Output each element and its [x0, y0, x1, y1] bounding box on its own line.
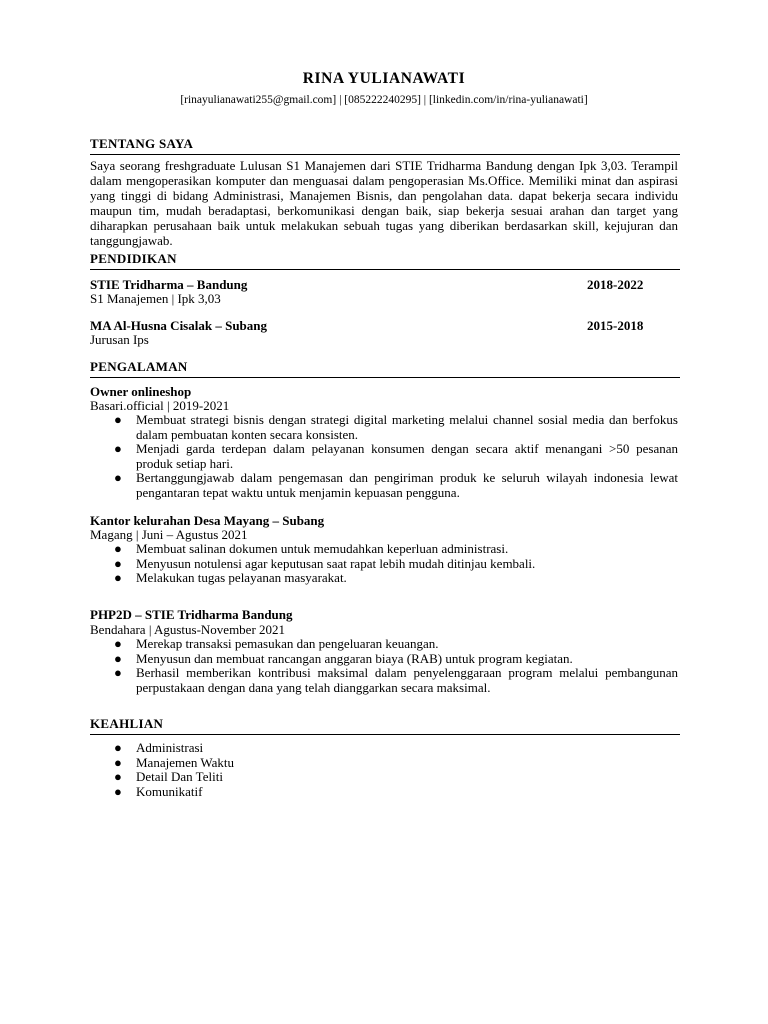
experience-bullet: ● Membuat salinan dokumen untuk memudahkan keperluan administrasi.	[114, 541, 509, 556]
experience-bullets	[90, 637, 678, 695]
bullet-dot-icon: ●	[114, 541, 122, 556]
experience-bullet: ● Merekap transaksi pemasukan dan pengeluaran keuangan.	[114, 636, 439, 651]
education-years: 2015-2018	[587, 318, 644, 333]
education-school: STIE Tridharma – Bandung	[90, 277, 248, 292]
experience-bullet: ● Melakukan tugas pelayanan masyarakat.	[114, 570, 347, 586]
skill-item: ● Manajemen Waktu	[114, 754, 234, 770]
skill-item: ● Detail Dan Teliti	[114, 769, 223, 785]
experience-meta: Basari.official | 2019-2021	[90, 398, 230, 413]
resume-name: RINA YULIANAWATI	[302, 70, 466, 87]
bullet-dot-icon: ●	[114, 470, 122, 486]
experience-bullets	[90, 542, 678, 586]
experience-bullet: ● Menjadi garda terdepan dalam pelayanan konsumen dengan secara aktif menangani >50 pesanan produk setiap hari.	[114, 441, 678, 471]
experience-role: PHP2D – STIE Tridharma Bandung	[90, 607, 293, 622]
section-title-skills: KEAHLIAN	[90, 716, 680, 735]
experience-role: Kantor kelurahan Desa Mayang – Subang	[90, 513, 325, 528]
experience-meta: Bendahara | Agustus-November 2021	[90, 622, 286, 637]
section-title-education: PENDIDIKAN	[90, 251, 680, 270]
bullet-dot-icon: ●	[114, 636, 122, 651]
experience-bullet: ● Berhasil memberikan kontribusi maksimal dalam penyelenggaraan program melalui pembangunan perpustakaan dengan dana yang telah dianggarkan secara maksimal.	[114, 665, 678, 695]
contact-line: [rinayulianawati255@gmail.com] | [085222240295] | [linkedin.com/in/rina-yulianawati]	[180, 94, 588, 106]
education-item	[90, 318, 680, 333]
bullet-dot-icon: ●	[114, 665, 122, 681]
education-detail: S1 Manajemen | Ipk 3,03	[90, 291, 221, 306]
skill-item: ● Komunikatif	[114, 783, 203, 799]
experience-role: Owner onlineshop	[90, 384, 192, 399]
experience-bullet: ● Menyusun dan membuat rancangan anggaran biaya (RAB) untuk program kegiatan.	[114, 650, 573, 666]
bullet-dot-icon: ●	[114, 441, 122, 457]
education-years: 2018-2022	[587, 277, 644, 292]
bullet-dot-icon: ●	[114, 555, 122, 571]
skills-list	[90, 741, 678, 799]
section-title-about: TENTANG SAYA	[90, 136, 680, 155]
experience-bullets	[90, 413, 678, 501]
bullet-dot-icon: ●	[114, 650, 122, 666]
education-detail: Jurusan Ips	[90, 332, 149, 347]
experience-bullet: ● Menyusun notulensi agar keputusan saat rapat lebih mudah ditinjau kembali.	[114, 555, 536, 571]
skill-item: ● Administrasi	[114, 740, 204, 755]
bullet-dot-icon: ●	[114, 754, 122, 770]
bullet-dot-icon: ●	[114, 570, 122, 586]
education-item	[90, 277, 680, 292]
bullet-dot-icon: ●	[114, 740, 122, 755]
bullet-dot-icon: ●	[114, 783, 122, 799]
bullet-dot-icon: ●	[114, 769, 122, 785]
section-title-experience: PENGALAMAN	[90, 359, 680, 378]
bullet-dot-icon: ●	[114, 412, 122, 427]
about-text: Saya seorang freshgraduate Lulusan S1 Manajemen dari STIE Tridharma Bandung dengan Ipk 3,03. Terampil dalam mengoperasikan komputer dan menguasai dalam pengoperasian Ms.Office. Memiliki minat dan aspirasi yang tinggi di bidang Administrasi, Manajemen Bisnis, dan pengolahan data. dapat bekerja secara individu maupun tim, mudah beradaptasi, berkomunikasi dengan baik, siap bekerja sesuai arahan dan target yang diharapkan perusahaan baik untuk melakukan sebuah tugas yang diberikan berdasarkan skill, kejujuran dan tanggungjawab.	[90, 158, 678, 248]
experience-meta: Magang | Juni – Agustus 2021	[90, 527, 248, 542]
experience-bullet: ● Membuat strategi bisnis dengan strategi digital marketing melalui channel sosial media dan berfokus dalam pembuatan konten secara konsisten.	[114, 412, 678, 442]
education-school: MA Al-Husna Cisalak – Subang	[90, 318, 268, 333]
experience-bullet: ● Bertanggungjawab dalam pengemasan dan pengiriman produk ke seluruh wilayah indonesia lewat pengantaran tepat waktu untuk menjamin kepuasan pengguna.	[114, 470, 678, 500]
